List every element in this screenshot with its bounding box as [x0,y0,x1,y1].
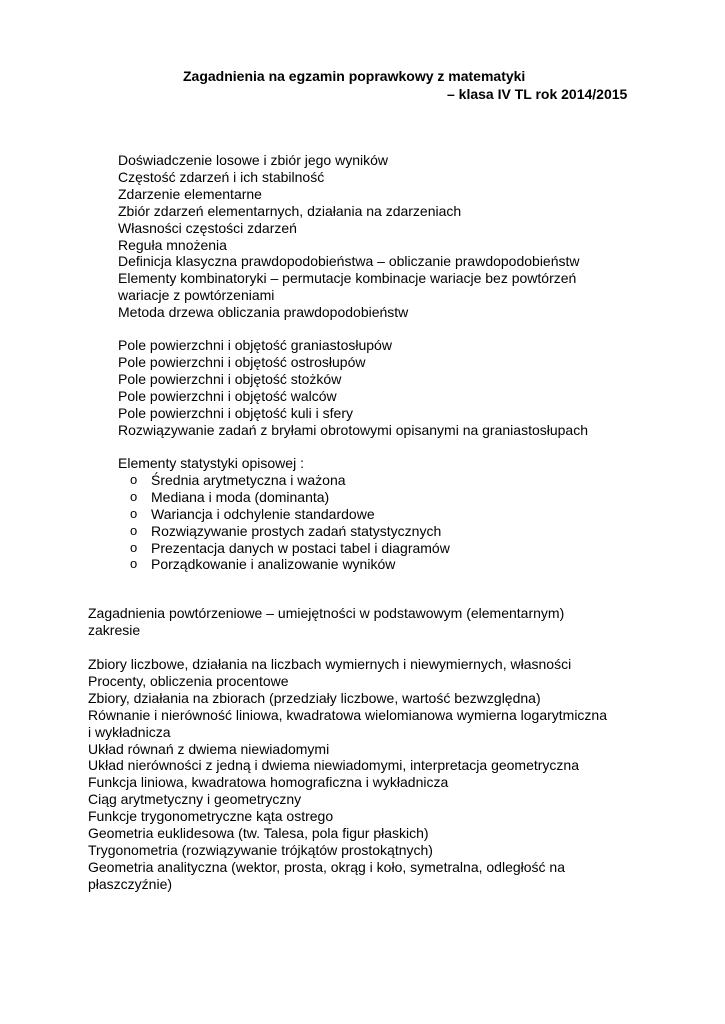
topic-line: Geometria analityczna (wektor, prosta, okrąg i koło, symetralna, odległość na [88,858,566,875]
topic-line: Trygonometria (rozwiązywanie trójkątów prostokątnych) [88,841,433,858]
bullet-marker: o [130,539,138,555]
topic-line: Elementy kombinatoryki – permutacje kombinacje wariacje bez powtórzeń [118,270,577,287]
topic-line: Definicja klasyczna prawdopodobieństwa – obliczanie prawdopodobieństw [118,253,580,270]
list-item-text: Prezentacja danych w postaci tabel i diagramów [151,539,450,556]
topic-line: wariacje z powtórzeniami [118,287,275,304]
list-item-text: Mediana i moda (dominanta) [151,488,330,505]
list-item [118,523,450,540]
topic-line: Częstość zdarzeń i ich stabilność [118,168,325,185]
topic-line: Procenty, obliczenia procentowe [88,672,289,689]
list-item [118,556,450,573]
topic-line: Pole powierzchni i objętość kuli i sfery [118,404,353,421]
review-heading [88,605,564,639]
topic-line: Zbiory, działania na zbiorach (przedziały liczbowe, wartość bezwzględna) [88,689,541,706]
list-item-text: Średnia arytmetyczna i ważona [151,471,346,488]
topic-line: Reguła mnożenia [118,236,227,253]
topic-line: Rozwiązywanie zadań z bryłami obrotowymi opisanymi na graniastosłupach [118,421,588,438]
bullet-marker: o [130,488,138,504]
review-topics [88,656,607,893]
topic-line: Doświadczenie losowe i zbiór jego wyników [118,152,389,168]
document-title: Zagadnienia na egzamin poprawkowy z matematyki [183,68,526,84]
topic-line: płaszczyźnie) [88,875,173,892]
solids-topics [118,337,588,438]
topic-line: Pole powierzchni i objętość graniastosłupów [118,337,392,353]
bullet-marker: o [130,505,138,521]
statistics-topics [118,455,450,573]
topic-line: Funkcje trygonometryczne kąta ostrego [88,808,334,825]
review-heading-line: zakresie [88,621,141,638]
topic-line: Zbiór zdarzeń elementarnych, działania na zdarzeniach [118,202,462,219]
bullet-marker: o [130,522,138,538]
topic-line: Zdarzenie elementarne [118,185,262,202]
topic-line: Zbiory liczbowe, działania na liczbach wymiernych i niewymiernych, własności [88,656,572,672]
review-heading-line: Zagadnienia powtórzeniowe – umiejętności w podstawowym (elementarnym) [88,605,565,621]
list-item-text: Rozwiązywanie prostych zadań statystycznych [151,522,442,539]
list-item [118,540,450,557]
topic-line: Geometria euklidesowa (tw. Talesa, pola figur płaskich) [88,825,429,842]
bullet-marker: o [130,556,138,572]
topic-line: Układ nierówności z jedną i dwiema niewiadomymi, interpretacja geometryczna [88,757,579,774]
topic-line: Pole powierzchni i objętość walców [118,387,337,404]
statistics-list [118,472,450,573]
list-item-text: Porządkowanie i analizowanie wyników [151,556,396,573]
bullet-marker: o [130,471,138,487]
statistics-heading: Elementy statystyki opisowej : [118,455,304,471]
topic-line: Układ równań z dwiema niewiadomymi [88,740,330,757]
topic-line: Ciąg arytmetyczny i geometryczny [88,791,302,808]
topic-line: Pole powierzchni i objętość ostrosłupów [118,353,366,370]
topic-line: Funkcja liniowa, kwadratowa homograficzna i wykładnicza [88,774,449,791]
list-item [118,472,450,489]
probability-topics [118,152,580,321]
list-item [118,506,450,523]
topic-line: i wykładnicza [88,723,171,740]
topic-line: Pole powierzchni i objętość stożków [118,370,342,387]
list-item [118,489,450,506]
topic-line: Własności częstości zdarzeń [118,219,297,236]
list-item-text: Wariancja i odchylenie standardowe [151,505,375,522]
document-subtitle: – klasa IV TL rok 2014/2015 [447,86,628,102]
topic-line: Równanie i nierówność liniowa, kwadratowa wielomianowa wymierna logarytmiczna [88,706,608,723]
topic-line: Metoda drzewa obliczania prawdopodobieństw [118,304,409,321]
